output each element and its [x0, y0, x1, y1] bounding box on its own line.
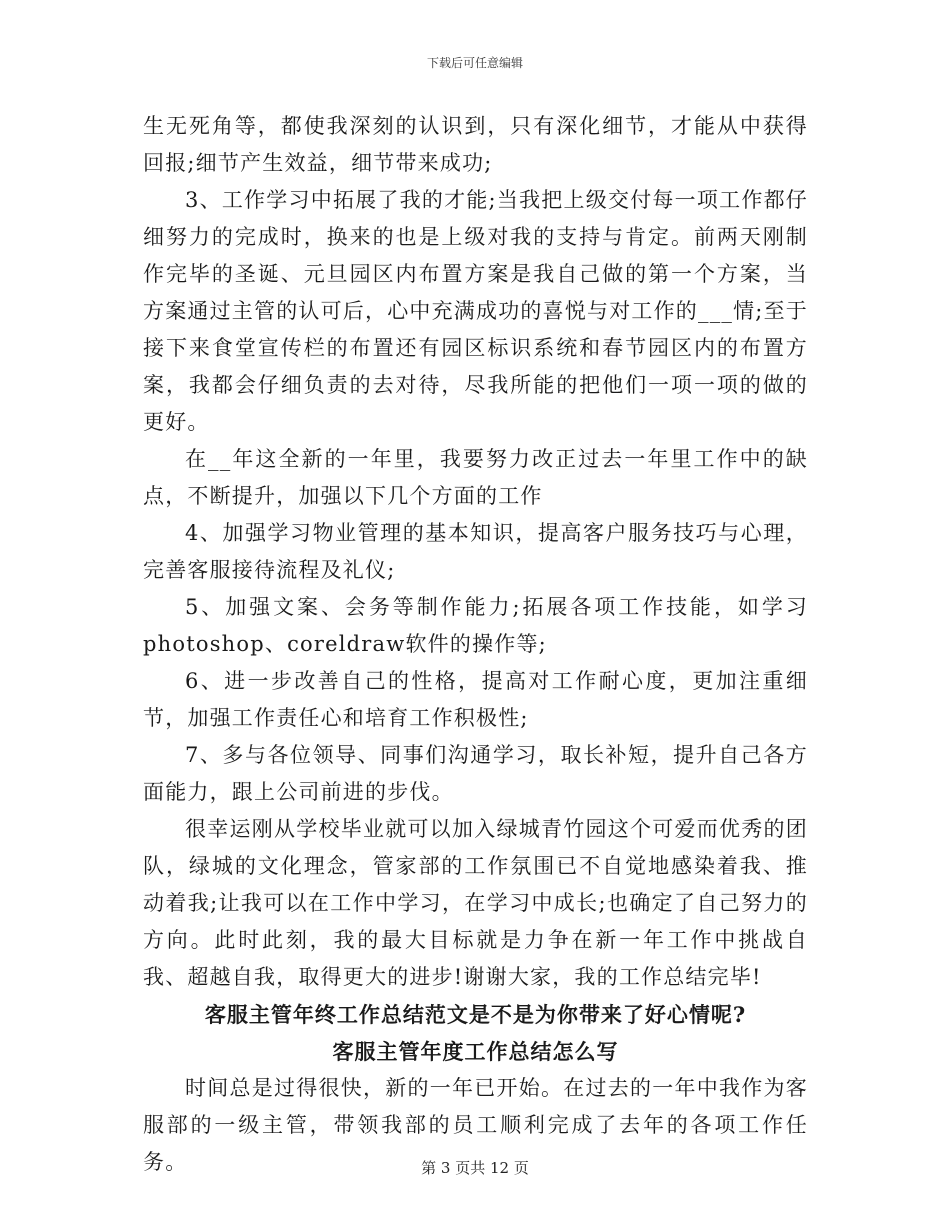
paragraph-continuation: 生无死角等，都使我深刻的认识到，只有深化细节，才能从中获得回报;细节产生效益，细节带来成功;: [143, 114, 808, 175]
paragraph-item-6: 6、进一步改善自己的性格，提高对工作耐心度，更加注重细节，加强工作责任心和培育工作积极性;: [143, 669, 808, 730]
paragraph-item-4: 4、加强学习物业管理的基本知识，提高客户服务技巧与心理，完善客服接待流程及礼仪;: [143, 521, 808, 582]
section-heading-1: 客服主管年终工作总结范文是不是为你带来了好心情呢?: [204, 1002, 747, 1027]
page-number: 第 3 页共 12 页: [421, 1159, 529, 1177]
paragraph-new-year-plan: 在__年这全新的一年里，我要努力改正过去一年里工作中的缺点，不断提升，加强以下几个方面的工作: [143, 447, 808, 508]
paragraph-intro: 时间总是过得很快，新的一年已开始。在过去的一年中我作为客服部的一级主管，带领我部的员工顺利完成了去年的各项工作任务。: [143, 1076, 808, 1174]
document-body: [143, 108, 808, 1181]
paragraph-closing: 很幸运刚从学校毕业就可以加入绿城青竹园这个可爱而优秀的团队，绿城的文化理念，管家部的工作氛围已不自觉地感染着我、推动着我;让我可以在工作中学习，在学习中成长;也确定了自己努力的方向。此时此刻，我的最大目标就是力争在新一年工作中挑战自我、超越自我，取得更大的进步!谢谢大家，我的工作总结完毕!: [143, 817, 808, 989]
paragraph-item-7: 7、多与各位领导、同事们沟通学习，取长补短，提升自己各方面能力，跟上公司前进的步伐。: [143, 743, 808, 804]
paragraph-item-3: 3、工作学习中拓展了我的才能;当我把上级交付每一项工作都仔细努力的完成时，换来的也是上级对我的支持与肯定。前两天刚制作完毕的圣诞、元旦园区内布置方案是我自己做的第一个方案，当方案通过主管的认可后，心中充满成功的喜悦与对工作的___情;至于接下来食堂宣传栏的布置还有园区标识系统和春节园区内的布置方案，我都会仔细负责的去对待，尽我所能的把他们一项一项的做的更好。: [143, 188, 808, 434]
section-heading-2: 客服主管年度工作总结怎么写: [332, 1039, 619, 1064]
page-header-note: 下载后可任意编辑: [426, 56, 523, 70]
paragraph-item-5: 5、加强文案、会务等制作能力;拓展各项工作技能，如学习photoshop、coreldraw软件的操作等;: [143, 595, 808, 656]
